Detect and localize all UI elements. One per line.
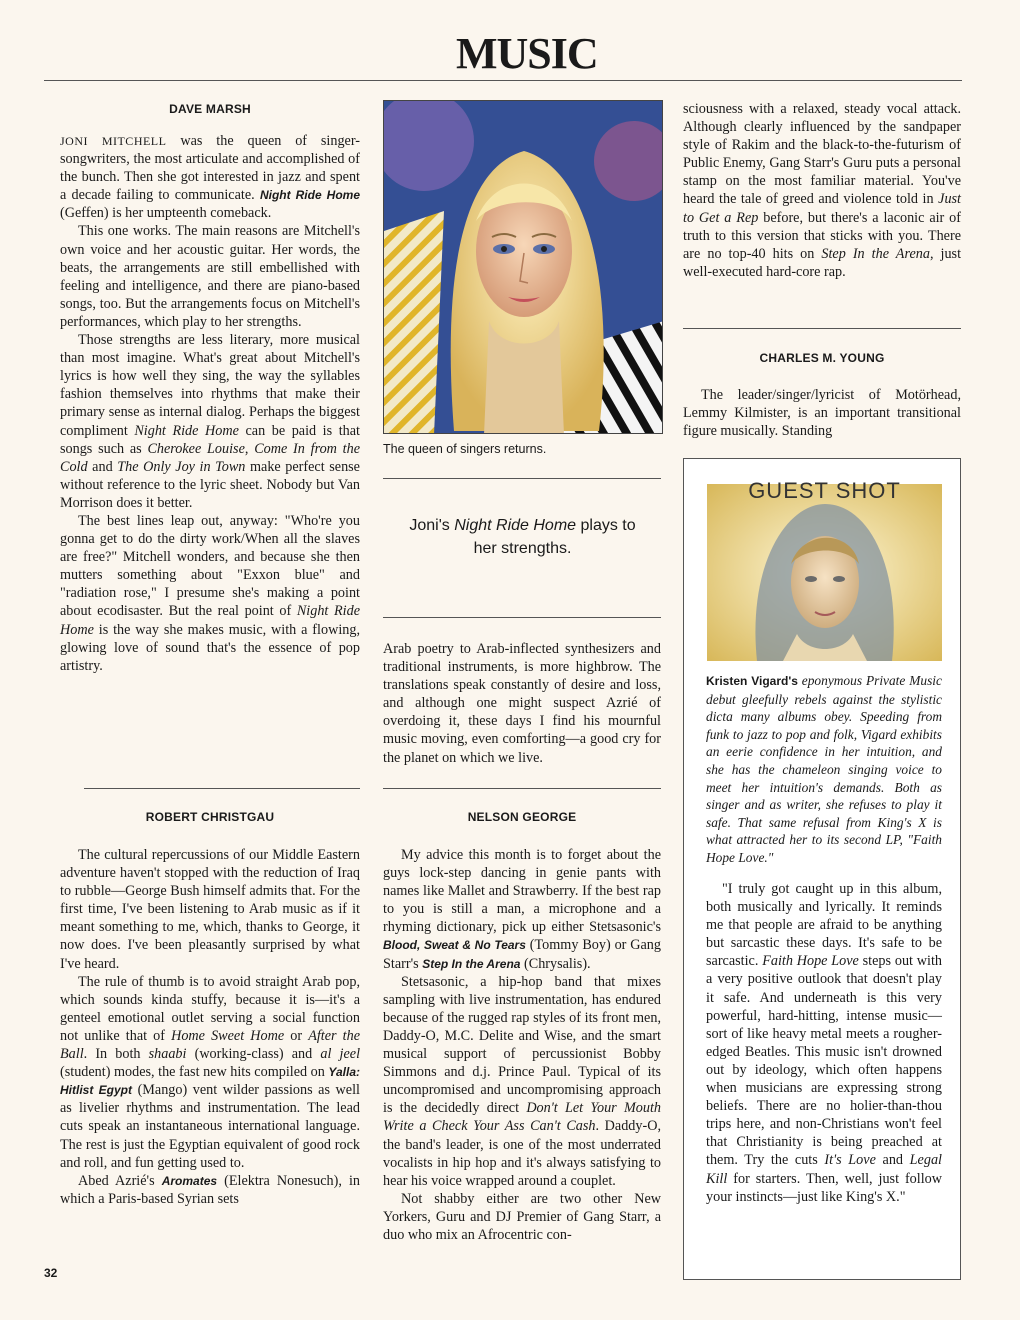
album-title: Step In the Arena	[422, 956, 521, 971]
review-robert-christgau: The cultural repercussions of our Middle Eastern adventure haven't stopped with the reduction of Iraq to rubble—George Bush himself admits that. For the first time, I've been listening to Arab music as if it meant something to me, which, thanks to George, it now does. I've been pleasantly surprised by what I've heard. The rule of thumb is to avoid straight Arab pop, which sounds kinda stuffy, because it is—it's a genteel emotional outlet serving a social function not unlike that of Home Sweet Home or After the Ball. In both shaabi (working-class) and al jeel (student) modes, the fast new hits compiled on Yalla: Hitlist Egypt (Mango) vent wilder passions as well as livelier rhythms and instrumentation. The lead cuts speak an instantaneous international language. The rest is just the Egyptian equivalent of good rock and roll, and fun getting used to. Abed Azrié's Aromates (Elektra Nonesuch), in which a Paris-based Syrian sets	[60, 847, 361, 1207]
artist-name: Kristen Vigard's	[706, 674, 798, 688]
joni-mitchell-illustration	[383, 100, 663, 434]
section-rule-left	[84, 788, 360, 789]
review-dave-marsh: JONI MITCHELL was the queen of singer-songwriters, the most articulate and accomplished of the bunch. Then she got interested in jazz and spent a decade failing to communicate. Night Ride Home (Geffen) is her umpteenth comeback. This one works. The main reasons are Mitchell's own voice and her acoustic guitar. Her words, the beats, the arrangements are still embellished with feeling and intelligence, and there are piano-based songs, too. But the arrangements focus on Mitchell's performances, which play to her strengths. Those strengths are less literary, more musical than most imagine. What's great about Mitchell's lyrics is how well they sing, the way the syllables fashion themselves into rhythms that make their primary sense as internal dialog. Perhaps the biggest compliment Night Ride Home can be paid is that songs such as Cherokee Louise, Come In from the Cold and The Only Joy in Town make perfect sense without reference to the lyric sheet. Nobody but Van Morrison does it better. The best lines leap out, anyway: "Who're you gonna get to do the dirty work/When all the slaves are free?" Mitchell wonders, and because she then mutters something about "Exxon blue" and "radiation rose," I presume she's making a point about ecodisaster. But the real point of Night Ride Home is the way she makes music, with a flowing, glowing love of sound that's the essence of pop artistry.	[60, 133, 361, 674]
review-nelson-george: My advice this month is to forget about the guys lock-step dancing in genie pants with names like Mallet and Strawberry. If the best rap to you is still a man, a microphone and a rhyming dictionary, pick up either Stetsasonic's Blood, Sweat & No Tears (Tommy Boy) or Gang Starr's Step In the Arena (Chrysalis). Stetsasonic, a hip-hop band that mixes sampling with live instrumentation, has endured because of the rugged rap styles of its front men, Daddy-O, M.C. Delite and Wise, and the smart musical support of percussionist Bobby Simmons and d.j. Prince Paul. Typical of its uncompromised and uncompromising approach is the decidedly direct Don't Let Your Mouth Write a Check Your Ass Can't Cash. Daddy-O, the band's leader, is one of the most underrated vocalists in hip hop and it's always satisfying to hear his voice wrapped around a couplet. Not shabby either are two other New Yorkers, Guru and DJ Premier of Gang Starr, a duo who mix an Afrocentric con-	[383, 847, 661, 1243]
lead-artist: JONI MITCHELL	[60, 134, 167, 148]
album-title: Blood, Sweat & No Tears	[383, 938, 526, 953]
section-rule-middle	[383, 788, 661, 789]
pull-quote: Joni's Night Ride Home plays to her strengths.	[409, 517, 636, 557]
pullquote-rule-top	[383, 478, 661, 479]
section-title: MUSIC	[456, 29, 598, 78]
album-title: Night Ride Home	[259, 188, 360, 203]
review-charles-m-young: The leader/singer/lyricist of Motörhead, Lemmy Kilmister, is an important transitional figure musically. Standing	[683, 387, 961, 440]
pullquote-rule-bottom	[383, 617, 661, 618]
section-rule-right	[683, 328, 961, 329]
portrait-illustration	[384, 101, 663, 434]
album-title: Yalla: Hitlist Egypt	[60, 1065, 360, 1098]
album-title: Aromates	[161, 1173, 218, 1188]
header-rule	[44, 80, 962, 81]
guest-photo-image	[707, 484, 942, 661]
byline-dave-marsh: DAVE MARSH	[169, 102, 251, 116]
review-nelson-george-continued: sciousness with a relaxed, steady vocal attack. Although clearly influenced by the sandpaper style of Rakim and the black-to-the-futurism of Public Enemy, Gang Starr's Guru puts a personal stamp on the most familiar material. You've heard the tale of greed and violence told in Just to Get a Rep before, but there's a laconic air of truth to this version that sticks with you. There are no top-40 hits on Step In the Arena, just well-executed hard-core rap.	[683, 101, 962, 280]
review-christgau-continued: Arab poetry to Arab-inflected synthesizers and traditional instruments, is more highbrow. The translations speak constantly of desire and loss, and although one might suspect Azrié of overdoing it, these days I find his mournful music moving, even comforting—a good cry for the planet on which we live.	[383, 641, 661, 766]
byline-robert-christgau: ROBERT CHRISTGAU	[145, 810, 275, 824]
kristen-vigard-photo	[707, 484, 942, 661]
guest-shot-title: GUEST SHOT	[748, 478, 901, 503]
guest-shot-quote: "I truly got caught up in this album, both musically and lyrically. It reminds me that people are afraid to be anything but sarcastic these days. It's safe to be sarcastic. Faith Hope Love steps out with a very positive outlook that doesn't play it safe. And underneath is this very powerful, hard-hitting, intense music—sort of like heavy metal meets a rougher-edged Beatles. This music isn't drowned out by ideology, which often happens when musicians are expressing strong beliefs. There are no holier-than-thou trips here, and non-Christians won't feel that Christianity is being preached at them. Try the cuts It's Love and Legal Kill for starters. Then, well, just follow your instincts—just like King's X."	[706, 881, 943, 1205]
guest-shot-caption: Kristen Vigard's eponymous Private Music debut gleefully rebels against the stylistic dicta many albums obey. Speeding from funk to jazz to pop and folk, Vigard exhibits an eerie confidence in her intuition, and she has the chameleon singing voice to meet her intuition's demands. Both as singer and as writer, she refuses to play it safe. That same refusal from King's X is what attracted her to its second LP, "Faith Hope Love."	[706, 673, 942, 865]
byline-nelson-george: NELSON GEORGE	[467, 810, 577, 824]
page-number: 32	[44, 1266, 58, 1280]
illustration-caption: The queen of singers returns.	[383, 442, 547, 456]
byline-charles-m-young: CHARLES M. YOUNG	[759, 351, 885, 365]
